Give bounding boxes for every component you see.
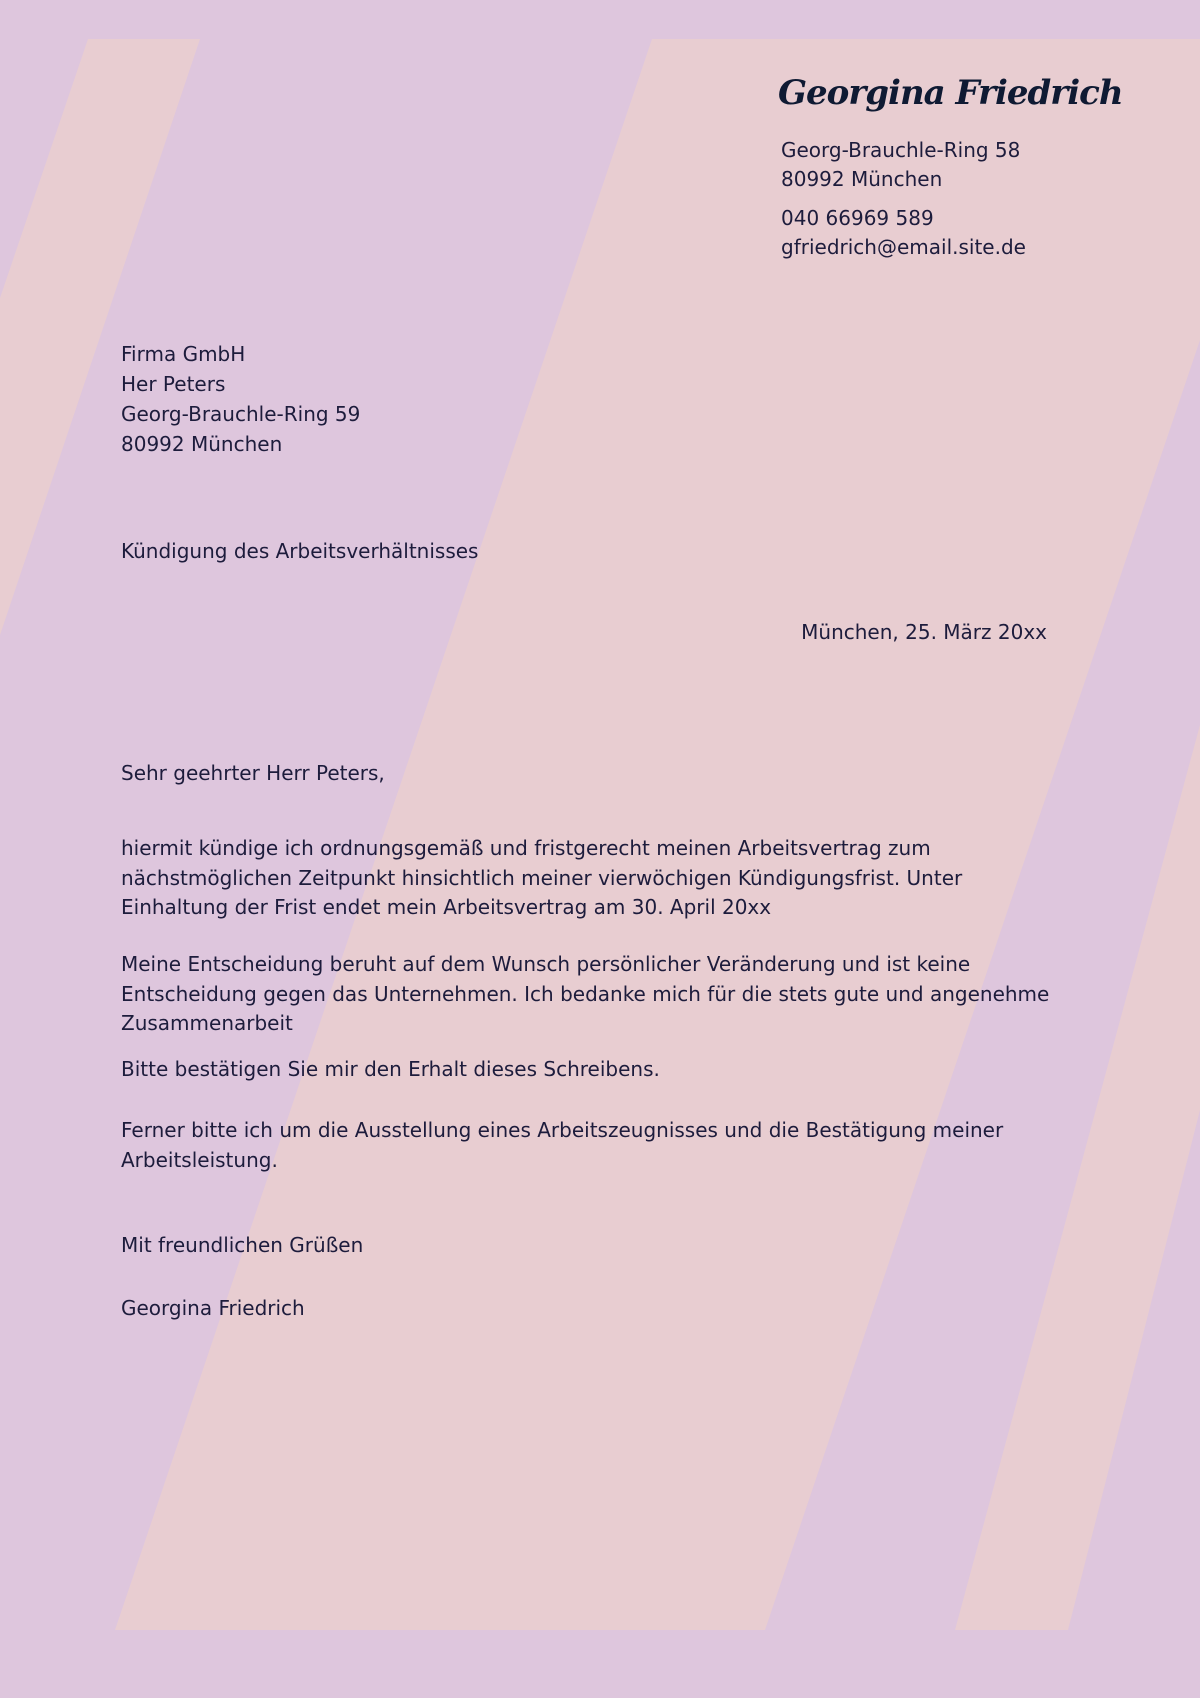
recipient-company: Firma GmbH <box>121 342 246 366</box>
body-paragraph-4: Ferner bitte ich um die Ausstellung eines Arbeitszeugnisses und die Bestätigung meiner Arbeitsleistung. <box>121 1118 1004 1172</box>
body-paragraph-1: hiermit kündige ich ordnungsgemäß und fristgerecht meinen Arbeitsvertrag zum nächstmöglichen Zeitpunkt hinsichtlich meiner vierwöchigen Kündigungsfrist. Unter Einhaltung der Frist endet mein Arbeitsvertrag am 30. April 20xx <box>121 836 963 919</box>
body-paragraph-2: Meine Entscheidung beruht auf dem Wunsch persönlicher Veränderung und ist keine Entscheidung gegen das Unternehmen. Ich bedanke mich für die stets gute und angenehme Zusammenarbeit <box>121 952 1050 1035</box>
sender-city: 80992 München <box>781 167 943 191</box>
sender-email: gfriedrich@email.site.de <box>781 235 1026 259</box>
body-paragraph-3: Bitte bestätigen Sie mir den Erhalt dieses Schreibens. <box>121 1057 660 1081</box>
letter-subject: Kündigung des Arbeitsverhältnisses <box>121 539 479 563</box>
sender-phone: 040 66969 589 <box>781 206 934 230</box>
letter-date: München, 25. März 20xx <box>801 620 1047 644</box>
letter-closing: Mit freundlichen Grüßen <box>121 1233 364 1257</box>
letter-salutation: Sehr geehrter Herr Peters, <box>121 761 385 785</box>
sender-street: Georg-Brauchle-Ring 58 <box>781 138 1021 162</box>
sender-name: Georgina Friedrich <box>778 73 1123 113</box>
letter-signature: Georgina Friedrich <box>121 1296 305 1320</box>
recipient-contact: Her Peters <box>121 372 226 396</box>
recipient-street: Georg-Brauchle-Ring 59 <box>121 402 361 426</box>
recipient-city: 80992 München <box>121 432 283 456</box>
